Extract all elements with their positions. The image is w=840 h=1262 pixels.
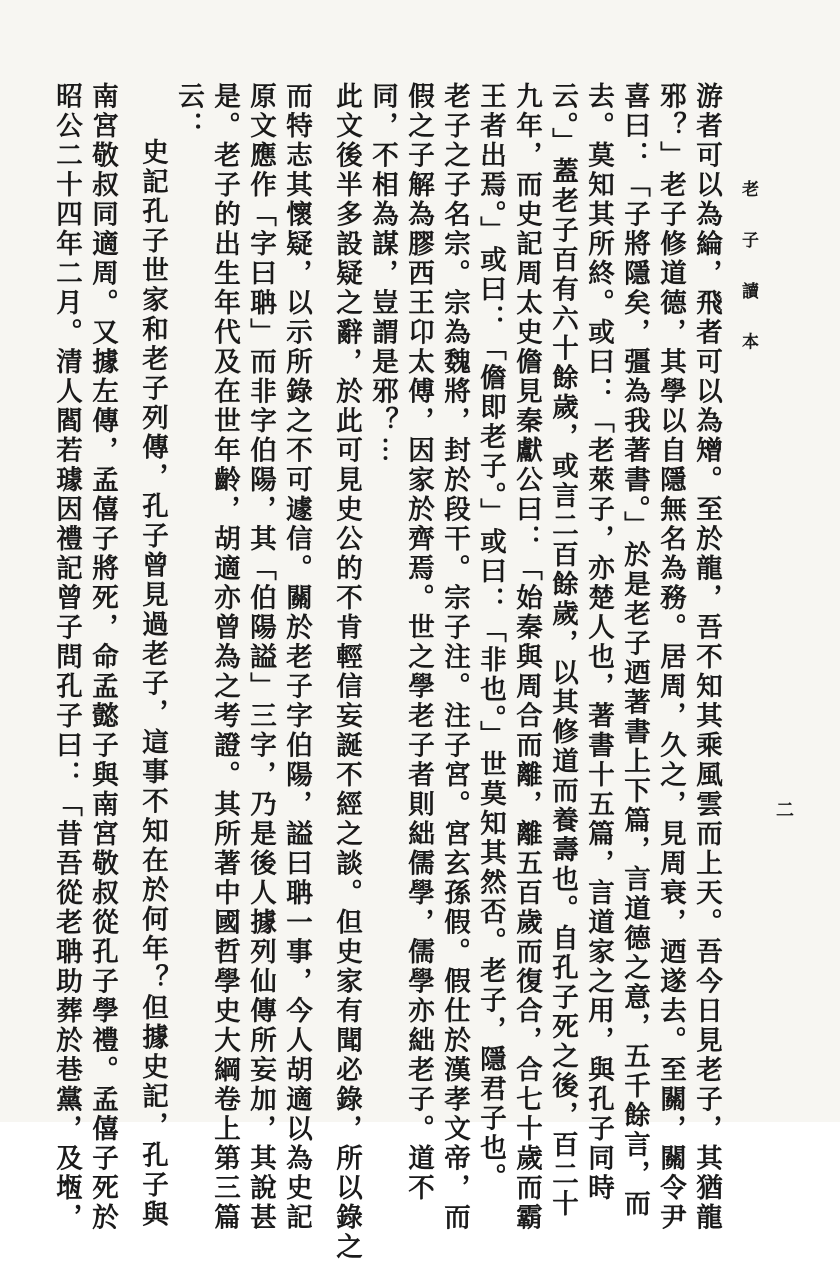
text-column: 昭公二十四年二月。清人閻若璩因禮記曾子問孔子曰：「昔吾從老聃助葬於巷黨，及堩， xyxy=(51,82,82,1233)
text-column: 云。」蓋老子百有六十餘歲，或言二百餘歲，以其修道而養壽也。自孔子死之後，百二十 xyxy=(547,82,578,1220)
text-column: 老子之子名宗。宗為魏將，封於段干。宗子注。注子宮。宮玄孫假。假仕於漢孝文帝，而 xyxy=(439,82,470,1233)
text-column: 史記孔子世家和老子列傳，孔子曾見過老子，這事不知在於何年？但據史記，孔子與 xyxy=(137,138,168,1230)
text-column: 邪？」老子修道德，其學以自隱無名為務。居周，久之，見周衰，迺遂去。至關，關令尹 xyxy=(655,82,686,1233)
body-text xyxy=(50,82,722,1262)
text-column: 南宮敬叔同適周。又據左傳，孟僖子將死，命孟懿子與南宮敬叔從孔子學禮。孟僖子死於 xyxy=(87,82,118,1233)
text-column: 同，不相為謀，豈謂是邪？⋯ xyxy=(367,82,398,466)
text-column: 去。莫知其所終。或曰：「老萊子，亦楚人也，著書十五篇，言道家之用，與孔子同時 xyxy=(583,82,614,1203)
text-column: 云： xyxy=(173,82,204,141)
text-column: 原文應作「字曰聃」而非字伯陽，其「伯陽謚」三字，乃是後人據列仙傳所妄加，其說甚 xyxy=(245,82,276,1233)
text-column: 喜曰：「子將隱矣，彊為我著書。」於是老子迺著書上下篇，言道德之意，五千餘言，而 xyxy=(619,82,650,1220)
running-header: 老 子 讀 本 xyxy=(738,180,758,364)
text-column: 此文後半多設疑之辭，於此可見史公的不肯輕信妄誕不經之談。但史家有聞必錄，所以錄之 xyxy=(331,82,362,1262)
text-column: 王者出焉。」或曰：「儋即老子。」或曰：「非也。」世莫知其然否。老子，隱君子也。 xyxy=(475,82,506,1193)
text-column: 游者可以為綸，飛者可以為矰。至於龍，吾不知其乘風雲而上天。吾今日見老子，其猶龍 xyxy=(691,82,722,1233)
text-column: 九年，而史記周太史儋見秦獻公曰：「始秦與周合而離，離五百歲而復合，合七十歲而霸 xyxy=(511,82,542,1233)
text-column: 是。老子的出生年代及在世年齡，胡適亦曾為之考證。其所著中國哲學史大綱卷上第三篇 xyxy=(209,82,240,1233)
page-number: 二 xyxy=(773,800,794,818)
text-column: 假之子解為膠西王卬太傅，因家於齊焉。世之學老子者則絀儒學，儒學亦絀老子。道不 xyxy=(403,82,434,1203)
text-column: 而特志其懷疑，以示所錄之不可遽信。關於老子字伯陽，謚曰聃一事，今人胡適以為史記 xyxy=(281,82,312,1233)
